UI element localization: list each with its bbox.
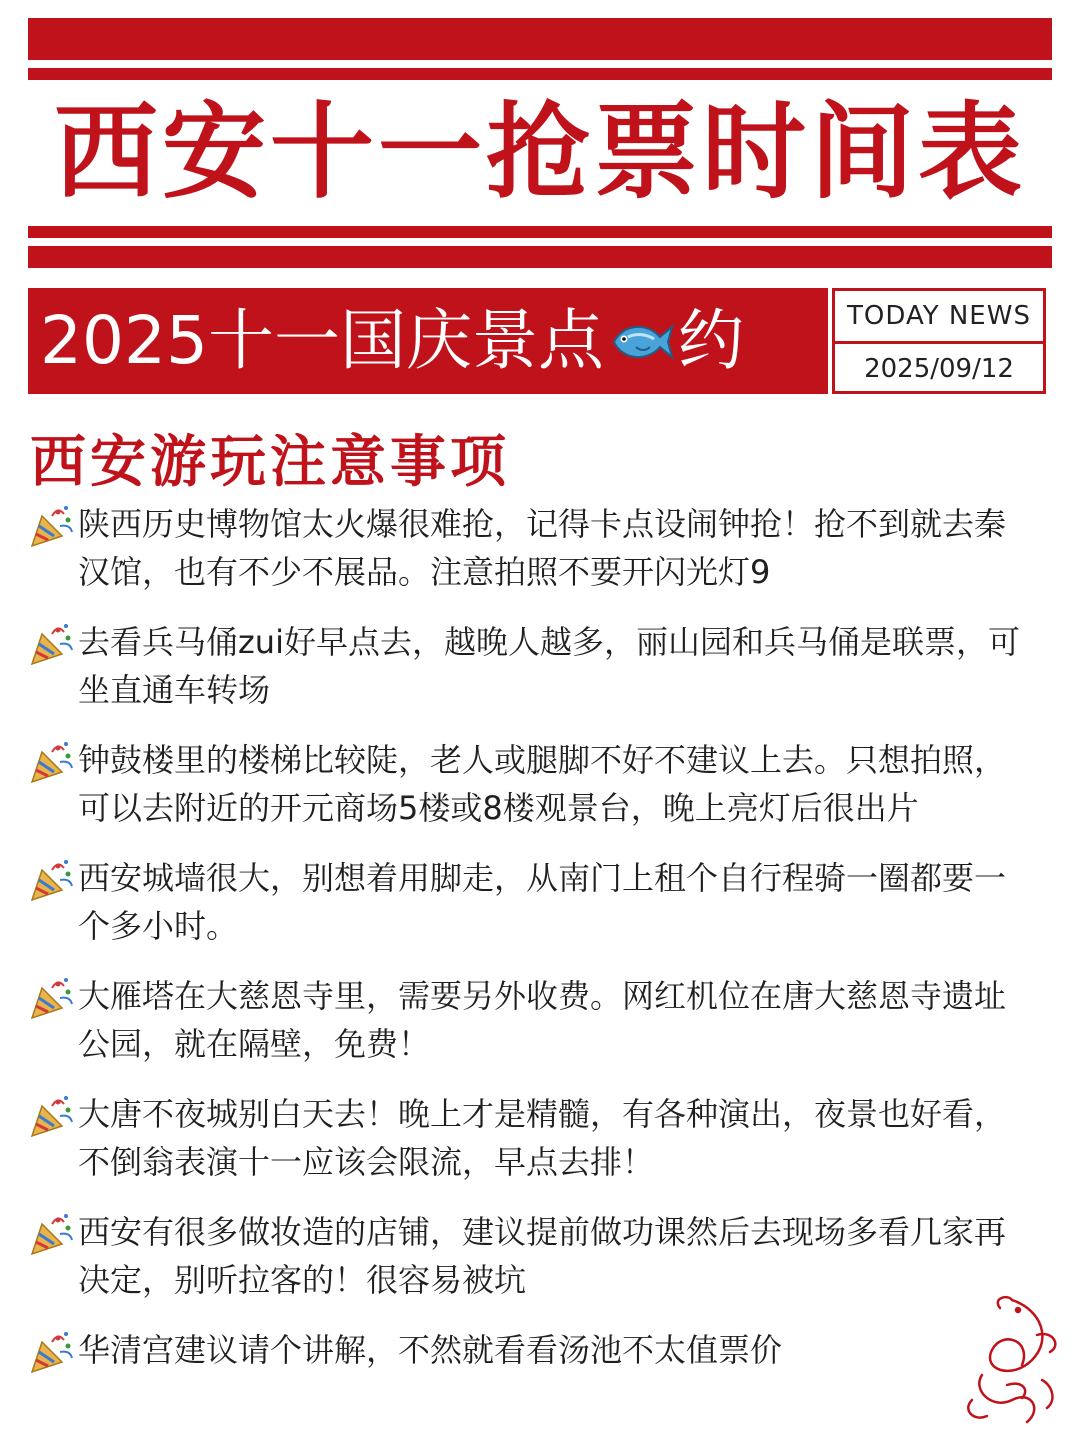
tip-text: 大雁塔在大慈恩寺里，需要另外收费。网红机位在唐大慈恩寺遗址公园，就在隔壁，免费！ xyxy=(78,977,1007,1063)
list-item xyxy=(28,1326,1028,1376)
page-title: 西安十一抢票时间表 xyxy=(53,91,1026,213)
tip-text: 钟鼓楼里的楼梯比较陡，老人或腿脚不好不建议上去。只想拍照，可以去附近的开元商场5楼或8楼观景台，晚上亮灯后很出片 xyxy=(78,741,1007,827)
fish-icon xyxy=(608,292,674,394)
party-popper-icon xyxy=(28,856,76,904)
bottom-bar-thin xyxy=(28,226,1052,238)
party-popper-icon xyxy=(28,1210,76,1258)
tip-text: 陕西历史博物馆太火爆很难抢，记得卡点设闹钟抢！抢不到就去秦汉馆，也有不少不展品。注意拍照不要开闪光灯9 xyxy=(78,505,1007,591)
event-banner xyxy=(28,288,828,394)
party-popper-icon xyxy=(28,502,76,550)
news-date: 2025/09/12 xyxy=(864,354,1014,384)
section-title: 西安游玩注意事项 xyxy=(30,430,510,495)
list-item xyxy=(28,500,1028,596)
tip-text: 去看兵马俑zui好早点去，越晚人越多，丽山园和兵马俑是联票，可坐直通车转场 xyxy=(78,623,1020,709)
list-item xyxy=(28,1090,1028,1186)
top-bar-thick xyxy=(28,18,1052,60)
party-popper-icon xyxy=(28,738,76,786)
tip-text: 西安有很多做妆造的店铺，建议提前做功课然后去现场多看几家再决定，别听拉客的！很容易被坑 xyxy=(78,1213,1007,1299)
tip-text: 华清宫建议请个讲解，不然就看看汤池不太值票价 xyxy=(78,1331,783,1369)
news-label: TODAY NEWS xyxy=(835,291,1043,344)
list-item xyxy=(28,854,1028,950)
tip-text: 大唐不夜城别白天去！晚上才是精髓，有各种演出，夜景也好看，不倒翁表演十一应该会限流，早点去排！ xyxy=(78,1095,1007,1181)
party-popper-icon xyxy=(28,1092,76,1140)
list-item xyxy=(28,618,1028,714)
party-popper-icon xyxy=(28,974,76,1022)
tips-list xyxy=(28,500,1028,1398)
tip-text: 西安城墙很大，别想着用脚走，从南门上租个自行程骑一圈都要一个多小时。 xyxy=(78,859,1007,945)
banner-text-after: 约 xyxy=(677,302,744,379)
list-item xyxy=(28,1208,1028,1304)
banner-text-before: 2025十一国庆景点 xyxy=(40,302,604,379)
top-bar-thin xyxy=(28,68,1052,80)
news-box xyxy=(832,288,1046,394)
koi-decoration-icon xyxy=(952,1290,1072,1430)
list-item xyxy=(28,736,1028,832)
party-popper-icon xyxy=(28,1328,76,1376)
bottom-bar-thick xyxy=(28,246,1052,268)
party-popper-icon xyxy=(28,620,76,668)
list-item xyxy=(28,972,1028,1068)
